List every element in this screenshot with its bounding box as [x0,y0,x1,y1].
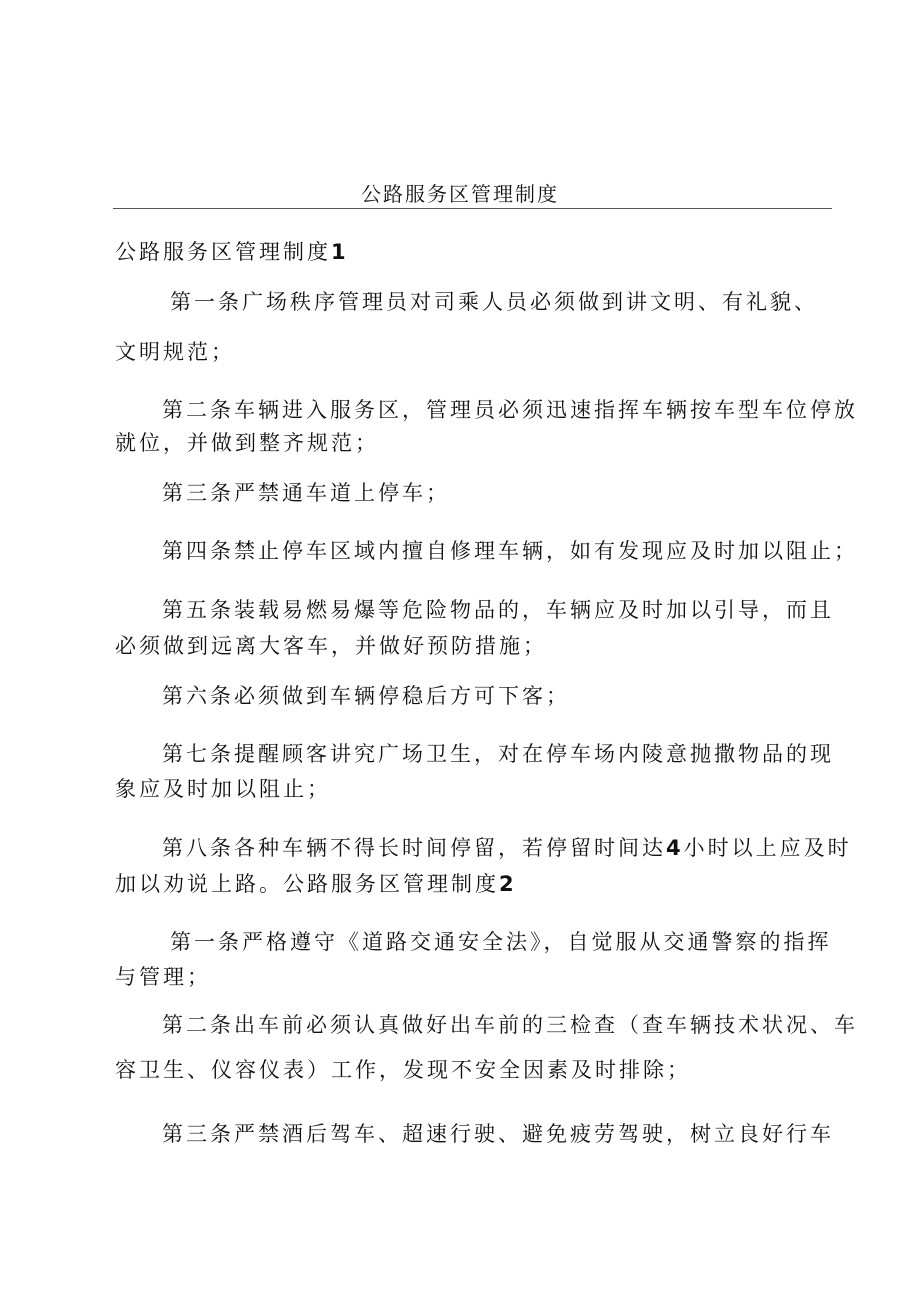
paragraph-1-line-2: 文明规范； [115,340,235,364]
paragraph-1-line-1: 第一条广场秩序管理员对司乘人员必须做到讲文明、有礼貌、 [170,290,818,314]
paragraph-10-line-2: 容卫生、仪容仪表）工作，发现不安全因素及时排除； [115,1058,691,1082]
paragraph-7-line-1: 第七条提醒顾客讲究广场卫生，对在停车场内陵意抛撒物品的现 [162,742,834,766]
paragraph-10-line-1: 第二条出车前必须认真做好出车前的三检查（查车辆技术状况、车 [162,1013,858,1037]
paragraph-8 [162,832,882,865]
paragraph-4 [162,535,882,568]
section1-heading-number: 1 [331,240,349,264]
paragraph-3-line-1: 第三条严禁通车道上停车； [162,481,450,505]
paragraph-11 [162,1118,882,1151]
paragraph-9-line-2: 与管理； [115,965,211,989]
paragraph-8-hours-number: 4 [666,836,684,860]
paragraph-1-cont [115,336,835,369]
paragraph-8-line-2 [115,868,835,901]
paragraph-6 [162,680,882,713]
section2-heading-number: 2 [499,872,517,896]
paragraph-2-line-1: 第二条车辆进入服务区，管理员必须迅速指挥车辆按车型车位停放 [162,398,858,422]
paragraph-2-line-2: 就位，并做到整齐规范； [115,431,379,455]
paragraph-2-cont [115,427,835,460]
paragraph-7-cont [115,773,835,806]
header-divider [113,208,832,209]
paragraph-9 [170,926,890,959]
paragraph-9-line-1: 第一条严格遵守《道路交通安全法》，自觉服从交通警察的指挥 [170,930,832,954]
paragraph-4-line-1: 第四条禁止停车区域内擅自修理车辆，如有发现应及时加以阻止； [162,539,858,563]
page-header-title: 公路服务区管理制度 [361,182,559,206]
paragraph-8-line-1-b: 小时以上应及时 [683,836,852,860]
paragraph-8-cont [115,868,835,901]
paragraph-6-line-1: 第六条必须做到车辆停稳后方可下客； [162,684,570,708]
paragraph-5-line-1: 第五条装载易燃易爆等危险物品的，车辆应及时加以引导，而且 [162,598,834,622]
paragraph-8-line-1 [162,832,882,865]
paragraph-1 [170,286,890,319]
section1-heading-text: 公路服务区管理制度 [115,240,331,264]
paragraph-5-line-2: 必须做到远离大客车，并做好预防措施； [115,634,547,658]
section1-heading [115,236,835,269]
paragraph-7 [162,738,882,771]
paragraph-10 [162,1009,882,1042]
paragraph-9-cont [115,961,835,994]
paragraph-7-line-2: 象应及时加以阻止； [115,777,331,801]
paragraph-10-cont [115,1054,835,1087]
paragraph-5 [162,594,882,627]
paragraph-2 [162,394,882,427]
paragraph-3 [162,477,882,510]
paragraph-8-line-2-a: 加以劝说上路。公路服务区管理制度 [115,872,499,896]
paragraph-8-line-1-a: 第八条各种车辆不得长时间停留，若停留时间达 [162,836,666,860]
paragraph-11-line-1: 第三条严禁酒后驾车、超速行驶、避免疲劳驾驶，树立良好行车 [162,1122,834,1146]
paragraph-5-cont [115,630,835,663]
